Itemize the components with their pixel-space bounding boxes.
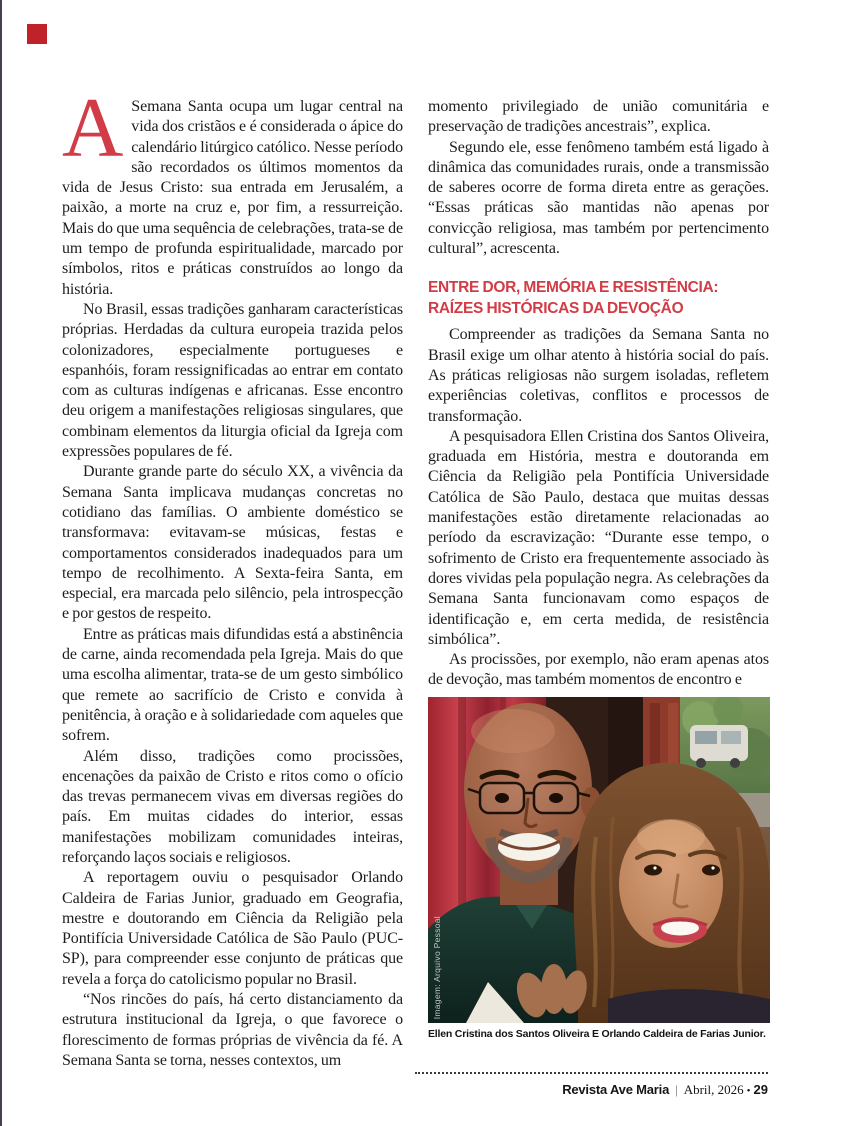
magazine-name: Revista Ave Maria (562, 1082, 670, 1097)
section-heading: ENTRE DOR, MEMÓRIA E RESISTÊNCIA: RAÍZES HISTÓRICAS DA DEVOÇÃO (428, 279, 719, 317)
body-paragraph: Entre as práticas mais difundidas está a abstinência de carne, ainda recomendada pela Igreja. Mais do que uma escolha alimentar, trata-se de um gesto simbólico que remete ao sacrifício de Cristo e convida à penitência, à oração e à solidariedade com aqueles que sofrem. (62, 625, 403, 745)
body-paragraph: Segundo ele, esse fenômeno também está ligado à dinâmica das comunidades rurais, onde a transmissão de saberes ocorre de forma direta entre as gerações. “Essas práticas são mantidas não apenas por convicção religiosa, mas também por pertencimento cultural”, acrescenta. (428, 138, 769, 258)
body-paragraph: A reportagem ouviu o pesquisador Orlando Caldeira de Farias Junior, graduado em Geografia, mestre e doutorando em Ciência da Religião pela Pontifícia Universidade Católica de São Paulo (PUC-SP), para compreender esse conjunto de práticas que revela a força do catolicismo popular no Brasil. (62, 869, 403, 988)
article-photo (428, 697, 770, 1023)
photo-credit: Imagem: Arquivo Pessoal (432, 915, 442, 1019)
section-marker-square (27, 24, 47, 44)
issue-date: Abril, 2026 (683, 1082, 744, 1097)
body-paragraph: Compreender as tradições da Semana Santa no Brasil exige um olhar atento à história social do país. As práticas religiosas não surgem isoladas, refletem experiências coletivas, conflitos e processos de transformação. (428, 326, 769, 425)
body-paragraph: Durante grande parte do século XX, a vivência da Semana Santa implicava mudanças concretas no cotidiano das famílias. O ambiente doméstico se transformava: evitavam-se músicas, festas e comportamentos considerados inadequados para um tempo de recolhimento. A Sexta-feira Santa, em especial, era marcada pelo silêncio, pela introspecção e por gestos de respeito. (62, 463, 403, 623)
body-paragraph (62, 81, 403, 300)
body-paragraph: No Brasil, essas tradições ganharam características próprias. Herdadas da cultura europeia trazida pelos colonizadores, especialmente portugueses e espanhóis, foram ressignificadas ao entrar em contato com as culturas indígenas e africanas. Esse encontro deu origem a manifestações religiosas singulares, que combinam elementos da liturgia oficial da Igreja com expressões populares de fé. (62, 300, 403, 461)
drop-cap: A (62, 81, 124, 175)
body-paragraph: Além disso, tradições como procissões, encenações da paixão de Cristo e ritos como o ofício das trevas permanecem vivas em diversas regiões do país. Em muitas cidades do interior, essas manifestações mobilizam comunidades inteiras, reforçando laços sociais e religiosos. (62, 747, 403, 866)
body-paragraph: momento privilegiado de união comunitária e preservação de tradições ancestrais”, explica. (428, 98, 769, 136)
footer-text (415, 1082, 768, 1098)
photo-block (428, 697, 770, 1040)
article-column-left (62, 81, 403, 1071)
footer-separator: | (675, 1082, 678, 1097)
body-paragraph: A pesquisadora Ellen Cristina dos Santos Oliveira, graduada em História, mestra e doutoranda em Ciência da Religião pela Pontifícia Universidade Católica de São Paulo, destaca que muitas dessas manifestações estão diretamente relacionadas ao período da escravização: “Durante esse tempo, o sofrimento de Cristo era frequentemente associado às dores vividas pela população negra. As celebrações da Semana Santa funcionavam como espaços de identificação e, em certa medida, de resistência simbólica”. (428, 427, 769, 648)
footer-bullet: • (746, 1085, 751, 1097)
footer-dotted-rule (415, 1072, 768, 1074)
body-paragraph: “Nos rincões do país, há certo distanciamento da estrutura institucional da Igreja, o que favorece o florescimento de formas próprias de vivência da fé. A Semana Santa se torna, nesses contextos, um (62, 991, 403, 1069)
article-column-right (428, 97, 769, 691)
photo-caption: Ellen Cristina dos Santos Oliveira E Orlando Caldeira de Farias Junior. (428, 1028, 766, 1040)
photo-illustration (428, 697, 770, 1023)
page-edge-line (0, 0, 2, 1126)
body-paragraph: As procissões, por exemplo, não eram apenas atos de devoção, mas também momentos de encontro e (428, 651, 769, 689)
page-number: 29 (753, 1082, 768, 1097)
paragraph-text: Semana Santa ocupa um lugar central na vida dos cristãos e é considerada o ápice do calendário litúrgico católico. Nesse período são recordados os últimos momentos da vida de Jesus Cristo: sua entrada em Jerusalém, a paixão, a morte na cruz e, por fim, a ressurreição. Mais do que uma sequência de celebrações, trata-se de um tempo de profunda espiritualidade, marcado por símbolos, ritos e práticas construídos ao longo da história. (62, 98, 403, 298)
page-footer (415, 1072, 768, 1098)
